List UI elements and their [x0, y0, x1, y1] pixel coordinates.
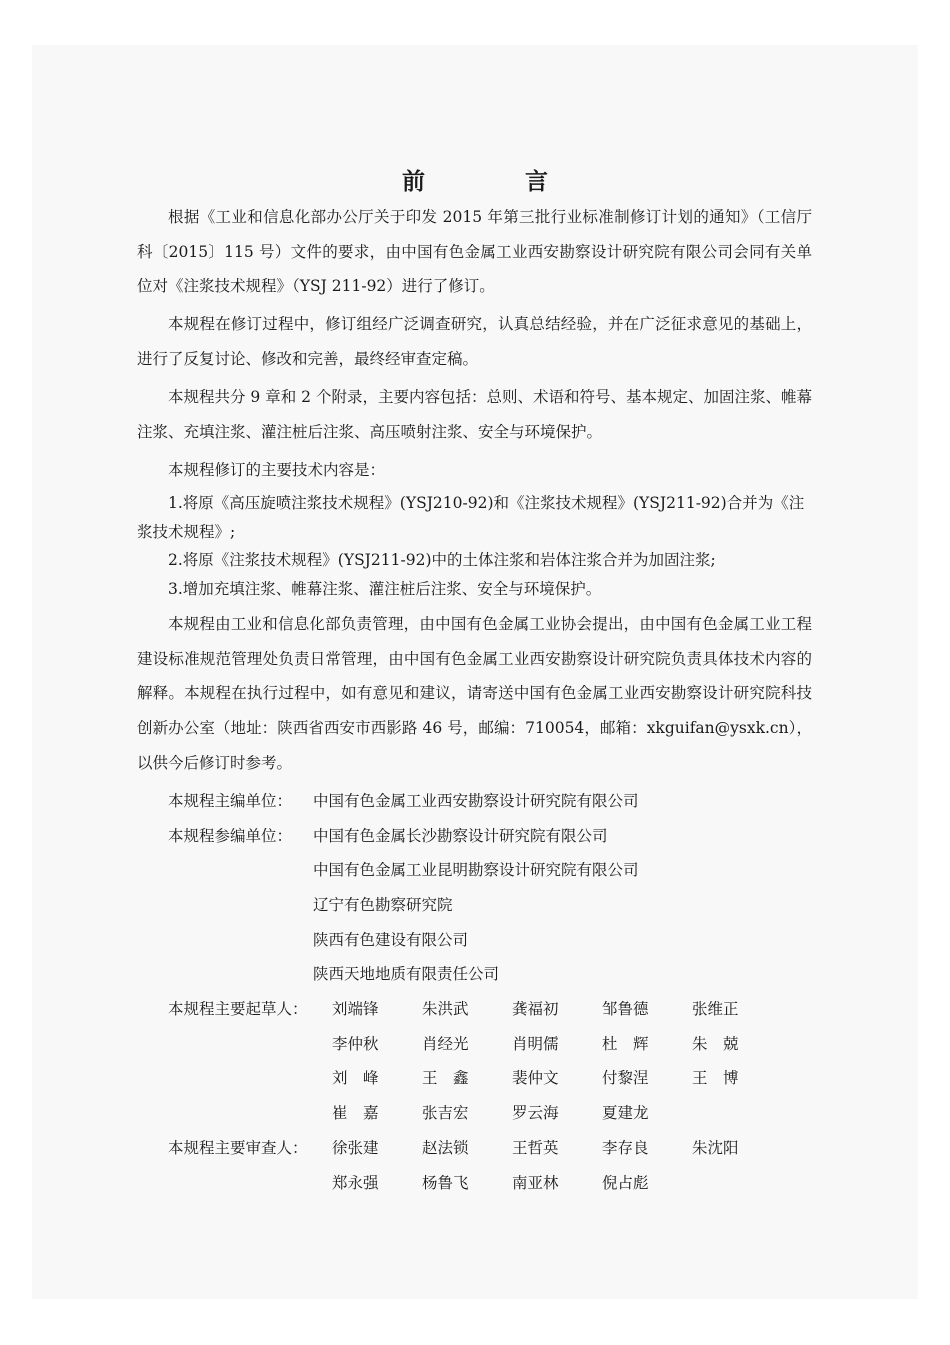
reviewers-label: 本规程主要审查人： — [168, 1138, 308, 1157]
drafter-name: 付黎涅 — [602, 1069, 649, 1088]
page-title: 前 言 — [401, 168, 594, 195]
reviewers-list — [332, 1131, 782, 1200]
drafter-name: 朱 兢 — [692, 1034, 739, 1053]
participating-unit-row — [137, 888, 812, 923]
revision-item: 3.增加充填注浆、帷幕注浆、灌注桩后注浆、安全与环境保护。 — [168, 580, 602, 599]
participating-unit-name: 陕西有色建设有限公司 — [313, 930, 469, 949]
drafter-name: 罗云海 — [512, 1104, 559, 1123]
drafter-name: 王 鑫 — [422, 1069, 469, 1088]
reviewer-name: 徐张建 — [332, 1138, 379, 1157]
reviewer-name: 李存良 — [602, 1138, 649, 1157]
reviewer-name: 南亚林 — [512, 1173, 559, 1192]
paragraph-process: 本规程在修订过程中，修订组经广泛调查研究，认真总结经验，并在广泛征求意见的基础上，进行了反复讨论、修改和完善，最终经审查定稿。 — [137, 315, 812, 369]
drafter-name: 朱洪武 — [422, 1000, 469, 1019]
participating-unit-name: 陕西天地地质有限责任公司 — [313, 965, 500, 984]
reviewer-name: 倪占彪 — [602, 1173, 649, 1192]
reviewer-name: 赵法锁 — [422, 1138, 469, 1157]
drafter-name: 夏建龙 — [602, 1104, 649, 1123]
drafter-name: 邹鲁德 — [602, 1000, 649, 1019]
participating-unit-row — [137, 957, 812, 992]
participating-unit-row — [137, 853, 812, 888]
drafter-name: 龚福初 — [512, 1000, 559, 1019]
drafter-name: 肖明儒 — [512, 1034, 559, 1053]
document-page — [32, 45, 918, 1299]
drafter-name: 崔 嘉 — [332, 1104, 379, 1123]
revision-item: 1.将原《高压旋喷注浆技术规程》(YSJ210-92)和《注浆技术规程》(YSJ211-92)合并为《注浆技术规程》; — [137, 493, 805, 541]
drafter-name: 张吉宏 — [422, 1104, 469, 1123]
drafter-name: 刘 峰 — [332, 1069, 379, 1088]
participating-units-label: 本规程参编单位： — [168, 826, 293, 845]
chief-unit-row — [137, 784, 812, 819]
reviewer-name: 郑永强 — [332, 1173, 379, 1192]
chief-unit-name: 中国有色金属工业西安勘察设计研究院有限公司 — [313, 791, 639, 810]
paragraph-revisions-intro: 本规程修订的主要技术内容是： — [168, 460, 386, 479]
reviewer-name: 王哲英 — [512, 1138, 559, 1157]
paragraph-management: 本规程由工业和信息化部负责管理，由中国有色金属工业协会提出，由中国有色金属工业工程建设标准规范管理处负责日常管理，由中国有色金属工业西安勘察设计研究院负责具体技术内容的解释。本规程在执行过程中，如有意见和建议，请寄送中国有色金属工业西安勘察设计研究院科技创新办公室（地址：陕西省西安市西影路 46 号，邮编：710054，邮箱：xkguifan@ysxk.cn），以供今后修订时参考。 — [137, 615, 812, 772]
paragraph-basis: 根据《工业和信息化部办公厅关于印发 2015 年第三批行业标准制修订计划的通知》（工信厅科〔2015〕115 号）文件的要求，由中国有色金属工业西安勘察设计研究院有限公司会同有关单位对《注浆技术规程》（YSJ 211-92）进行了修订。 — [137, 208, 812, 296]
participating-unit-name: 辽宁有色勘察研究院 — [313, 895, 453, 914]
participating-unit-name: 中国有色金属长沙勘察设计研究院有限公司 — [313, 826, 608, 845]
drafter-name: 肖经光 — [422, 1034, 469, 1053]
chief-unit-label: 本规程主编单位： — [168, 791, 293, 810]
participating-unit-row — [137, 819, 812, 854]
participating-unit-name: 中国有色金属工业昆明勘察设计研究院有限公司 — [313, 861, 639, 880]
paragraph-contents: 本规程共分 9 章和 2 个附录，主要内容包括：总则、术语和符号、基本规定、加固注浆、帷幕注浆、充填注浆、灌注桩后注浆、高压喷射注浆、安全与环境保护。 — [137, 388, 812, 441]
drafter-name: 裴仲文 — [512, 1069, 559, 1088]
drafters-label: 本规程主要起草人： — [168, 1000, 308, 1019]
drafter-name: 王 博 — [692, 1069, 739, 1088]
drafters-block — [137, 992, 812, 1131]
reviewer-name: 杨鲁飞 — [422, 1173, 469, 1192]
drafter-name: 杜 辉 — [602, 1034, 649, 1053]
revision-item: 2.将原《注浆技术规程》(YSJ211-92)中的土体注浆和岩体注浆合并为加固注浆; — [168, 551, 716, 570]
document-body — [137, 200, 812, 1200]
reviewer-name: 朱沈阳 — [692, 1138, 739, 1157]
drafter-name: 李仲秋 — [332, 1034, 379, 1053]
reviewers-block — [137, 1131, 812, 1200]
drafters-list — [332, 992, 782, 1131]
drafter-name: 张维正 — [692, 1000, 739, 1019]
drafter-name: 刘端锋 — [332, 1000, 379, 1019]
participating-unit-row — [137, 923, 812, 958]
